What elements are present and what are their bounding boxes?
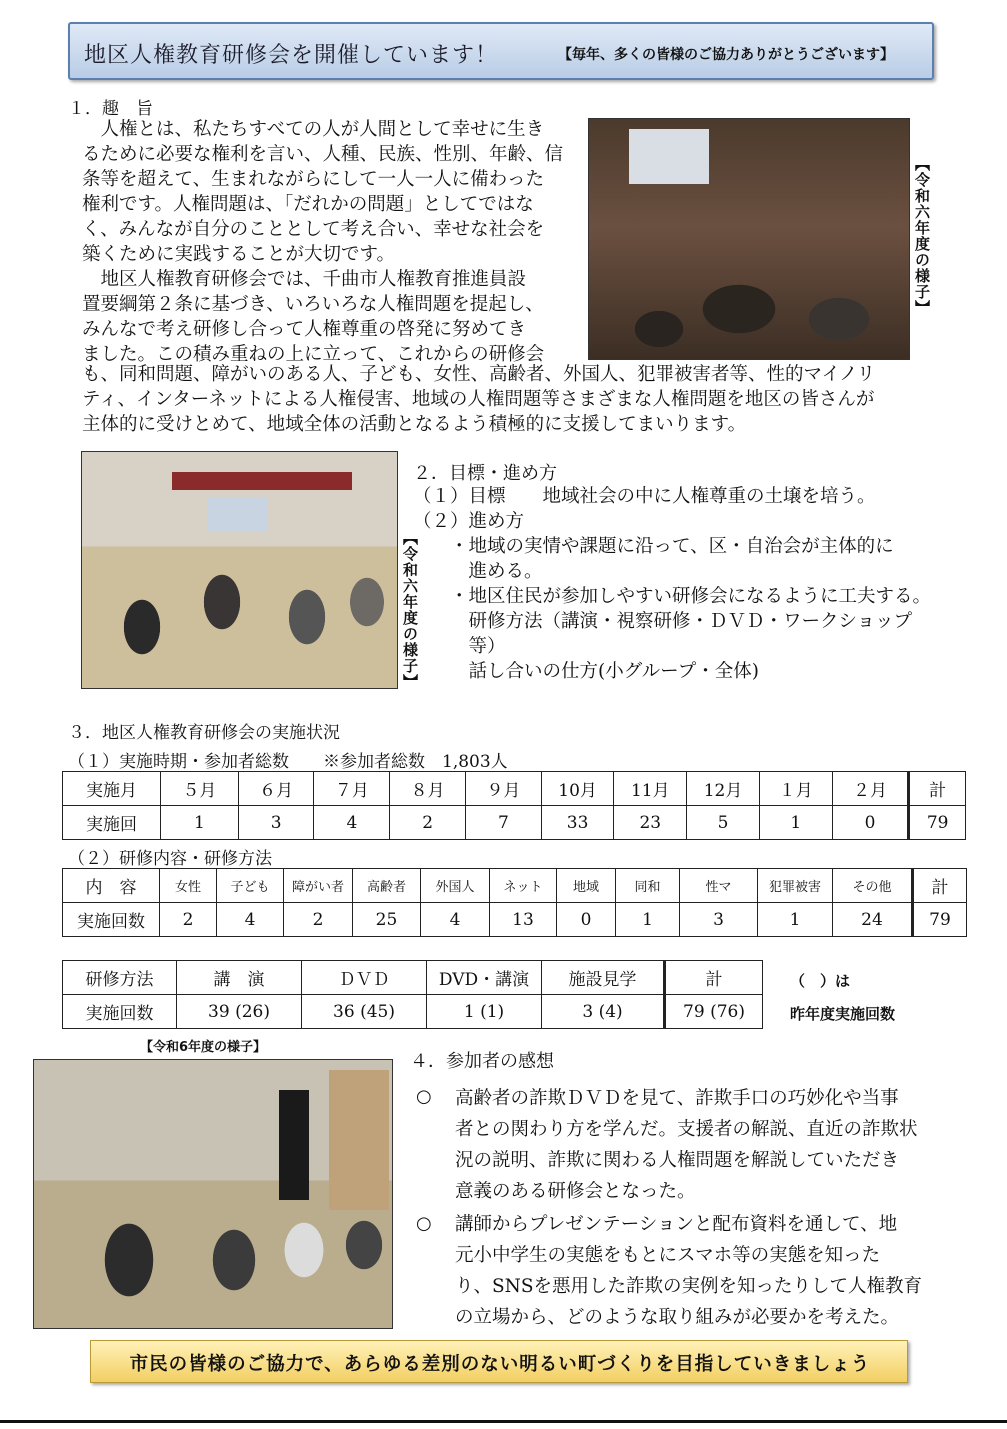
monthly-table xyxy=(62,771,966,840)
section3-sub2: （２）研修内容・研修方法 xyxy=(68,849,272,869)
section2-line: （１）目標 地域社会の中に人権尊重の土壌を培う。 xyxy=(413,486,876,507)
impression-line: 講師からプレゼンテーションと配布資料を通して、地 xyxy=(455,1214,898,1235)
footer-slogan-box xyxy=(90,1340,908,1383)
table-cell: 12月 xyxy=(687,772,760,806)
table-cell: 10月 xyxy=(541,772,614,806)
section2-line: 話し合いの仕方(小グループ・全体) xyxy=(413,661,759,682)
table-row xyxy=(63,961,763,995)
impression-1 xyxy=(455,1083,918,1207)
photo-hall-seminar xyxy=(81,451,398,689)
table-cell: ＤＶＤ xyxy=(302,961,427,995)
table-cell: 実施回数 xyxy=(63,903,160,937)
table-cell: ５月 xyxy=(160,772,238,806)
table-cell: 4 xyxy=(421,903,490,937)
section1-wide-body xyxy=(82,362,875,437)
section1-line: 条等を超えて、生まれながらにして一人一人に備わった xyxy=(82,169,544,190)
table-row xyxy=(63,995,763,1029)
section1-heading: １．趣 旨 xyxy=(68,99,153,119)
table-cell: 地域 xyxy=(557,869,616,903)
section2-line: ・地区住民が参加しやすい研修会になるように工夫する。 xyxy=(413,586,932,607)
section1-line: 人権とは、私たちすべての人が人間として幸せに生き xyxy=(82,119,545,140)
table-cell: 1 xyxy=(160,806,238,840)
table-cell: ６月 xyxy=(238,772,314,806)
page-title: 地区人権教育研修会を開催しています！ xyxy=(84,43,499,68)
impression-2 xyxy=(455,1209,922,1333)
table-cell: 5 xyxy=(687,806,760,840)
header-banner xyxy=(68,22,934,80)
photo-lecture xyxy=(588,118,910,360)
table-note-2: 昨年度実施回数 xyxy=(790,1005,896,1023)
section2-line: 研修方法（講演・視察研修・ＤＶＤ・ワークショップ xyxy=(413,611,913,632)
table-cell: その他 xyxy=(833,869,913,903)
section2-body xyxy=(413,484,931,684)
table-cell: 同和 xyxy=(616,869,680,903)
table-row xyxy=(63,869,967,903)
table-cell: ７月 xyxy=(314,772,390,806)
table-row xyxy=(63,903,967,937)
impression-line: 高齢者の詐欺ＤＶＤを見て、詐欺手口の巧妙化や当事 xyxy=(455,1088,899,1109)
section1-line: るために必要な権利を言い、人種、民族、性別、年齢、信 xyxy=(82,144,564,165)
section1-line: く、みんなが自分のこととして考え合い、幸せな社会を xyxy=(82,219,545,240)
section1-body xyxy=(82,117,563,367)
table-cell: 4 xyxy=(314,806,390,840)
table-cell: 内 容 xyxy=(63,869,160,903)
page-subtitle: 【毎年、多くの皆様のご協力ありがとうございます】 xyxy=(558,47,894,63)
section2-line: 進める。 xyxy=(413,561,543,582)
table-cell: 3 (4) xyxy=(542,995,665,1029)
section3-sub1: （１）実施時期・参加者総数 ※参加者総数 1,803人 xyxy=(68,752,508,772)
impression-line: の立場から、どのような取り組みが必要かを考えた。 xyxy=(455,1307,900,1328)
section1-line: 置要綱第２条に基づき、いろいろな人権問題を提起し、 xyxy=(82,294,544,315)
section4-heading: ４．参加者の感想 xyxy=(410,1051,554,1072)
table-cell: 79 (76) xyxy=(665,995,763,1029)
table-cell: 2 xyxy=(284,903,353,937)
photo-group-discussion xyxy=(33,1059,393,1329)
table-cell: 女性 xyxy=(160,869,217,903)
table-cell: ８月 xyxy=(390,772,466,806)
impression-line: 況の説明、詐欺に関わる人権問題を解説していただき xyxy=(455,1150,900,1171)
table-cell: 79 xyxy=(913,903,967,937)
table-cell: 1 (1) xyxy=(427,995,542,1029)
table-cell: 79 xyxy=(909,806,966,840)
table-cell: 計 xyxy=(909,772,966,806)
table-cell: 24 xyxy=(833,903,913,937)
section2-line: （２）進め方 xyxy=(413,511,525,532)
footer-slogan: 市民の皆様のご協力で、あらゆる差別のない明るい町づくりを目指していきましょう xyxy=(129,1354,871,1375)
bullet-mark: ○ xyxy=(416,1086,432,1107)
section2-line: ・地域の実情や課題に沿って、区・自治会が主体的に xyxy=(413,536,894,557)
table-cell: 性マ xyxy=(680,869,758,903)
table-cell: 実施回 xyxy=(63,806,161,840)
bottom-divider xyxy=(0,1420,1007,1423)
table-cell: DVD・講演 xyxy=(427,961,542,995)
impression-line: り、SNSを悪用した詐欺の実例を知ったりして人権教育 xyxy=(455,1276,923,1297)
section1-line: 権利です。人権問題は、「だれかの問題」としてではな xyxy=(82,194,534,215)
table-cell: ネット xyxy=(490,869,557,903)
bullet-mark: ○ xyxy=(416,1213,432,1234)
table-cell: 39 (26) xyxy=(177,995,302,1029)
table-note-1: （ ）は xyxy=(790,972,851,990)
table-cell: １月 xyxy=(759,772,832,806)
table-cell: 4 xyxy=(217,903,284,937)
photo3-caption: 【令和6年度の様子】 xyxy=(140,1040,267,1055)
table-cell: 研修方法 xyxy=(63,961,177,995)
table-cell: 1 xyxy=(616,903,680,937)
photo1-caption: 【令和六年度の様子】 xyxy=(913,156,931,316)
table-cell: 計 xyxy=(913,869,967,903)
section1-wide-line: も、同和問題、障がいのある人、子ども、女性、高齢者、外国人、犯罪被害者等、性的マイノリ xyxy=(82,364,876,385)
table-cell: ２月 xyxy=(832,772,909,806)
table-row xyxy=(63,806,966,840)
table-cell: 1 xyxy=(759,806,832,840)
table-cell: 11月 xyxy=(614,772,687,806)
table-cell: 実施回数 xyxy=(63,995,177,1029)
table-cell: 23 xyxy=(614,806,687,840)
table-cell: 0 xyxy=(557,903,616,937)
table-cell: 25 xyxy=(353,903,421,937)
table-cell: 13 xyxy=(490,903,557,937)
table-cell: 3 xyxy=(238,806,314,840)
section3-heading: ３．地区人権教育研修会の実施状況 xyxy=(68,723,340,743)
impression-line: 者との関わり方を学んだ。支援者の解説、直近の詐欺状 xyxy=(455,1119,918,1140)
table-cell: 施設見学 xyxy=(542,961,665,995)
table-cell: 0 xyxy=(832,806,909,840)
table-cell: 1 xyxy=(758,903,833,937)
section1-wide-line: 主体的に受けとめて、地域全体の活動となるよう積極的に支援してまいります。 xyxy=(82,414,747,435)
table-row xyxy=(63,772,966,806)
table-cell: 3 xyxy=(680,903,758,937)
section1-wide-line: ティ、インターネットによる人権侵害、地域の人権問題等さまざまな人権問題を地区の皆さんが xyxy=(82,389,875,410)
table-cell: 7 xyxy=(465,806,541,840)
table-cell: 計 xyxy=(665,961,763,995)
section1-line: みんなで考え研修し合って人権尊重の啓発に努めてき xyxy=(82,319,527,340)
table-cell: 33 xyxy=(541,806,614,840)
table-cell: 子ども xyxy=(217,869,284,903)
section1-line: 築くために実践することが大切です。 xyxy=(82,244,396,265)
impression-line: 意義のある研修会となった。 xyxy=(455,1181,696,1202)
method-table xyxy=(62,960,763,1029)
table-cell: 2 xyxy=(160,903,217,937)
table-cell: 実施月 xyxy=(63,772,161,806)
table-cell: 2 xyxy=(390,806,466,840)
impression-line: 元小中学生の実態をもとにスマホ等の実態を知った xyxy=(455,1245,881,1266)
table-cell: 障がい者 xyxy=(284,869,353,903)
photo2-caption: 【令和六年度の様子】 xyxy=(401,530,419,690)
content-table xyxy=(62,868,967,937)
section2-heading: ２．目標・進め方 xyxy=(413,463,557,484)
table-cell: 外国人 xyxy=(421,869,490,903)
table-cell: 講 演 xyxy=(177,961,302,995)
table-cell: 犯罪被害 xyxy=(758,869,833,903)
section1-line: ました。この積み重ねの上に立って、これからの研修会 xyxy=(82,344,545,365)
section1-line: 地区人権教育研修会では、千曲市人権教育推進員設 xyxy=(82,269,527,290)
section2-line: 等） xyxy=(413,636,506,657)
table-cell: 高齢者 xyxy=(353,869,421,903)
table-cell: ９月 xyxy=(465,772,541,806)
table-cell: 36 (45) xyxy=(302,995,427,1029)
